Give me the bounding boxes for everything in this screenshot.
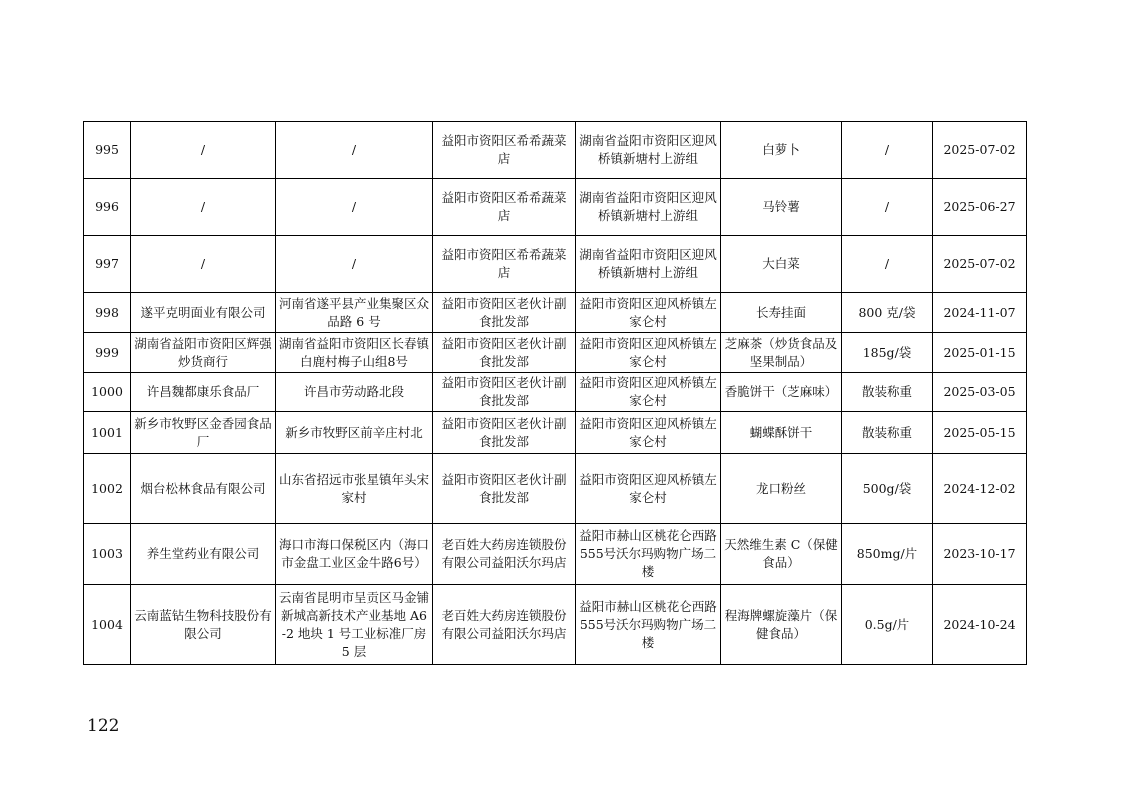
cell-producer: 许昌魏都康乐食品厂 bbox=[131, 373, 276, 412]
cell-spec: / bbox=[842, 236, 933, 293]
cell-seller: 益阳市资阳区希希蔬菜店 bbox=[433, 122, 576, 179]
table-row bbox=[84, 333, 1027, 373]
sampling-table bbox=[83, 121, 1027, 665]
cell-no: 1004 bbox=[84, 585, 131, 665]
cell-seller-address: 益阳市资阳区迎风桥镇左家仑村 bbox=[576, 333, 721, 373]
cell-seller: 益阳市资阳区老伙计副食批发部 bbox=[433, 293, 576, 333]
cell-date: 2025-01-15 bbox=[933, 333, 1027, 373]
cell-no: 1000 bbox=[84, 373, 131, 412]
cell-seller-address: 湖南省益阳市资阳区迎风桥镇新塘村上游组 bbox=[576, 179, 721, 236]
cell-no: 1003 bbox=[84, 524, 131, 585]
cell-producer-address: 海口市海口保税区内（海口市金盘工业区金牛路6号） bbox=[276, 524, 433, 585]
cell-date: 2025-07-02 bbox=[933, 122, 1027, 179]
cell-seller: 老百姓大药房连锁股份有限公司益阳沃尔玛店 bbox=[433, 524, 576, 585]
cell-spec: 散装称重 bbox=[842, 412, 933, 454]
cell-producer: 遂平克明面业有限公司 bbox=[131, 293, 276, 333]
cell-seller-address: 益阳市资阳区迎风桥镇左家仑村 bbox=[576, 373, 721, 412]
cell-date: 2025-06-27 bbox=[933, 179, 1027, 236]
cell-no: 998 bbox=[84, 293, 131, 333]
cell-seller: 老百姓大药房连锁股份有限公司益阳沃尔玛店 bbox=[433, 585, 576, 665]
cell-producer-address: 山东省招远市张星镇年头宋家村 bbox=[276, 454, 433, 524]
cell-seller-address: 益阳市资阳区迎风桥镇左家仑村 bbox=[576, 454, 721, 524]
cell-product: 蝴蝶酥饼干 bbox=[721, 412, 842, 454]
cell-seller: 益阳市资阳区老伙计副食批发部 bbox=[433, 454, 576, 524]
cell-spec: 850mg/片 bbox=[842, 524, 933, 585]
cell-seller: 益阳市资阳区希希蔬菜店 bbox=[433, 236, 576, 293]
cell-product: 大白菜 bbox=[721, 236, 842, 293]
cell-no: 999 bbox=[84, 333, 131, 373]
cell-spec: 0.5g/片 bbox=[842, 585, 933, 665]
cell-producer: / bbox=[131, 236, 276, 293]
cell-date: 2024-10-24 bbox=[933, 585, 1027, 665]
cell-product: 长寿挂面 bbox=[721, 293, 842, 333]
cell-seller: 益阳市资阳区希希蔬菜店 bbox=[433, 179, 576, 236]
cell-date: 2024-12-02 bbox=[933, 454, 1027, 524]
table-row bbox=[84, 293, 1027, 333]
cell-seller-address: 益阳市赫山区桃花仑西路555号沃尔玛购物广场二楼 bbox=[576, 524, 721, 585]
cell-no: 1001 bbox=[84, 412, 131, 454]
cell-producer: 烟台松林食品有限公司 bbox=[131, 454, 276, 524]
cell-producer-address: / bbox=[276, 236, 433, 293]
page-number: 122 bbox=[87, 716, 120, 736]
cell-producer: / bbox=[131, 179, 276, 236]
cell-producer-address: / bbox=[276, 179, 433, 236]
cell-producer: 新乡市牧野区金香园食品厂 bbox=[131, 412, 276, 454]
table-row bbox=[84, 236, 1027, 293]
cell-product: 龙口粉丝 bbox=[721, 454, 842, 524]
cell-no: 1002 bbox=[84, 454, 131, 524]
table-row bbox=[84, 179, 1027, 236]
cell-spec: 500g/袋 bbox=[842, 454, 933, 524]
cell-date: 2025-03-05 bbox=[933, 373, 1027, 412]
cell-seller: 益阳市资阳区老伙计副食批发部 bbox=[433, 333, 576, 373]
cell-seller-address: 益阳市赫山区桃花仑西路555号沃尔玛购物广场二楼 bbox=[576, 585, 721, 665]
cell-no: 996 bbox=[84, 179, 131, 236]
cell-product: 香脆饼干（芝麻味） bbox=[721, 373, 842, 412]
cell-no: 997 bbox=[84, 236, 131, 293]
cell-producer-address: 新乡市牧野区前辛庄村北 bbox=[276, 412, 433, 454]
table-row bbox=[84, 585, 1027, 665]
cell-producer: 养生堂药业有限公司 bbox=[131, 524, 276, 585]
cell-producer-address: 云南省昆明市呈贡区马金铺新城高新技术产业基地 A6-2 地块 1 号工业标准厂房 5 层 bbox=[276, 585, 433, 665]
cell-producer-address: 河南省遂平县产业集聚区众品路 6 号 bbox=[276, 293, 433, 333]
cell-product: 天然维生素 C（保健食品） bbox=[721, 524, 842, 585]
cell-producer-address: 许昌市劳动路北段 bbox=[276, 373, 433, 412]
table-row bbox=[84, 412, 1027, 454]
cell-producer-address: / bbox=[276, 122, 433, 179]
cell-product: 程海牌螺旋藻片（保健食品） bbox=[721, 585, 842, 665]
cell-spec: / bbox=[842, 122, 933, 179]
cell-producer: / bbox=[131, 122, 276, 179]
cell-spec: 185g/袋 bbox=[842, 333, 933, 373]
cell-seller-address: 益阳市资阳区迎风桥镇左家仑村 bbox=[576, 412, 721, 454]
cell-date: 2025-07-02 bbox=[933, 236, 1027, 293]
table-row bbox=[84, 122, 1027, 179]
table-row bbox=[84, 524, 1027, 585]
cell-producer-address: 湖南省益阳市资阳区长春镇白鹿村梅子山组8号 bbox=[276, 333, 433, 373]
cell-date: 2025-05-15 bbox=[933, 412, 1027, 454]
cell-product: 芝麻茶（炒货食品及坚果制品） bbox=[721, 333, 842, 373]
cell-spec: 散装称重 bbox=[842, 373, 933, 412]
cell-seller: 益阳市资阳区老伙计副食批发部 bbox=[433, 412, 576, 454]
cell-seller-address: 益阳市资阳区迎风桥镇左家仑村 bbox=[576, 293, 721, 333]
cell-seller-address: 湖南省益阳市资阳区迎风桥镇新塘村上游组 bbox=[576, 236, 721, 293]
cell-date: 2023-10-17 bbox=[933, 524, 1027, 585]
cell-seller-address: 湖南省益阳市资阳区迎风桥镇新塘村上游组 bbox=[576, 122, 721, 179]
cell-producer: 云南蓝钻生物科技股份有限公司 bbox=[131, 585, 276, 665]
cell-spec: / bbox=[842, 179, 933, 236]
cell-producer: 湖南省益阳市资阳区辉强炒货商行 bbox=[131, 333, 276, 373]
cell-no: 995 bbox=[84, 122, 131, 179]
cell-spec: 800 克/袋 bbox=[842, 293, 933, 333]
cell-product: 马铃薯 bbox=[721, 179, 842, 236]
cell-product: 白萝卜 bbox=[721, 122, 842, 179]
cell-date: 2024-11-07 bbox=[933, 293, 1027, 333]
cell-seller: 益阳市资阳区老伙计副食批发部 bbox=[433, 373, 576, 412]
table-row bbox=[84, 373, 1027, 412]
table-row bbox=[84, 454, 1027, 524]
